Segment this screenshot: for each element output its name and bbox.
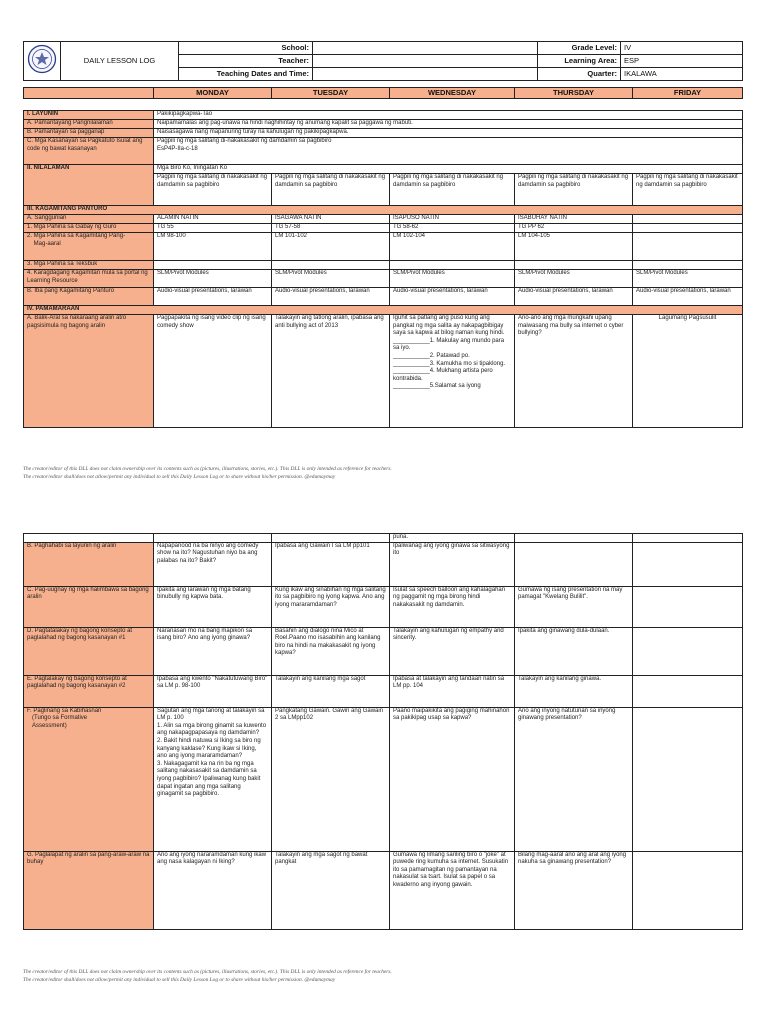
sanggunian-monday: ALAMIN NATIN <box>154 215 272 224</box>
kagamitang-monday: LM 98-100 <box>154 233 272 261</box>
balik-aral-friday: Lagumang Pagsusulit <box>633 315 743 428</box>
day-friday: FRIDAY <box>633 88 743 99</box>
school-field[interactable] <box>313 42 538 55</box>
kasanayan-text: Pagpili ng mga salitang di-nakakasakit ng damdamin sa pagbibiro <box>157 138 332 144</box>
sanggunian-friday <box>633 215 743 224</box>
gabay-friday <box>633 224 743 233</box>
paglinang-friday <box>633 707 743 851</box>
continuation-thursday <box>515 534 633 543</box>
continuation-tuesday <box>272 534 390 543</box>
layunin-heading: I. LAYUNIN <box>24 111 154 120</box>
doc-title: DAILY LESSON LOG <box>61 42 179 81</box>
kasanayan-code: EsP4P-IIa-c-18 <box>157 145 198 152</box>
paglinang-thursday: Ano ang inyong natutunan sa inyong ginawang presentation? <box>515 707 633 851</box>
pagtalakay-2-thursday: Talakayin ang kanilang ginawa. <box>515 675 633 707</box>
deped-seal-logo <box>24 42 61 81</box>
paglinang-label: F. Paglinang sa Kabihasnan (Tungo sa Formative Assessment) <box>24 707 154 851</box>
gabay-monday: TG 55 <box>154 224 272 233</box>
sanggunian-thursday: ISABUHAY NATIN <box>515 215 633 224</box>
footer-disclaimer-1 <box>23 466 743 481</box>
gabay-guro-label: 1. Mga Pahina sa Gabay ng Guro <box>24 224 154 233</box>
kagamitang-wednesday: LM 102-104 <box>390 233 515 261</box>
paglalapat-tuesday: Talakayin ang mga sagot ng bawat pangkat <box>272 851 390 929</box>
grade-level-label: Grade Level: <box>538 42 621 55</box>
continuation-label <box>24 534 154 543</box>
nilalaman-wednesday: Pagpili ng mga salitang di nakakasakit ng damdamin sa pagbibiro <box>390 174 515 206</box>
iba-friday: Audio-visual presentations, larawan <box>633 288 743 306</box>
sanggunian-label: A. Sanggunian <box>24 215 154 224</box>
pagtalakay-2-monday: Ipabasa ang kwento "Nakatutuwang Biro" sa LM p. 98-100 <box>154 675 272 707</box>
pamantayan-pagganap-value: Naisasagawa nang mapanuring turay na kahulugan ng pakikipagkapwa. <box>154 129 743 138</box>
gabay-tuesday: TG 57-58 <box>272 224 390 233</box>
paglalapat-wednesday: Gumawa ng limang sariling biro o "joke" at puwede ring kumuha sa internet. Susukatin ito sa pamamagitan ng pamantayan na nakasulat sa tsart. Isulat sa papel o sa kwaderno ang inyong gawain. <box>390 851 515 929</box>
paglinang-monday: Sagutan ang mga tanong at talakayin sa LM p. 100 1. Alin sa mga birong ginamit sa kuwento ang nakapagpapasaya ng damdamin? 2. Bakit hindi natuwa si Iking sa biro ng kanyang kaklase? Kung ikaw si Iking, ano ang iyong mararamdaman? 3. Nakagagamit ka na rin ba ng mga salitang nakasasakit sa damdamin sa iyong pagbibiro? Ipaliwanag kung bakit dapat ingatan ang mga salitang ginagamit sa pagbibiro. <box>154 707 272 851</box>
karagdagang-thursday: SLM/Pivot Modules <box>515 270 633 288</box>
balik-aral-label: A. Balik-Aral sa nakaraang aralin at/o pagsisimula ng bagong aralin <box>24 315 154 428</box>
paglalapat-thursday: Bilang mag-aaral ano ang aral ang iyong nakuha sa ginawang presentation? <box>515 851 633 929</box>
teksbuk-friday <box>633 261 743 270</box>
pag-uugnay-monday: Ipakita ang larawan ng mga batang binubully ng kapwa bata. <box>154 586 272 627</box>
pag-uugnay-tuesday: Kung ikaw ang sinabihan ng mga salitang ito sa pagbibiro ng iyong kapwa. Ano ang iyong mararamdaman? <box>272 586 390 627</box>
paghahabi-tuesday: Ipabasa ang Gawain I sa LM pp101 <box>272 542 390 586</box>
paglalapat-label: G. Paglalapat ng aralin sa pang-araw-araw na buhay <box>24 851 154 929</box>
header-table <box>23 41 743 81</box>
karagdagang-friday: SLM/Pivot Modules <box>633 270 743 288</box>
continuation-wednesday: puna. <box>390 534 515 543</box>
balik-aral-wednesday: Iguhit sa patlang ang puso kung ang pangkat ng mga salita ay nakapagbibigay saya sa kapwa at bilog naman kung hindi. ___________1. Makulay ang mundo para sa iyo. ___________2. Patawad po. ___________3. Kamukha mo si tipaklong. ___________4. Mukhang artista pero kontrabida. ___________5.Salamat sa iyong <box>390 315 515 428</box>
dates-field[interactable] <box>313 68 538 81</box>
lesson-table-page-2 <box>23 533 743 930</box>
day-header-row <box>23 87 743 99</box>
footer-line-ownership: The creator/editor of this DLL does not claim ownership over its contents such as (pictures, illustrations, stories, etc.). This DLL is only intended as reference for teachers. <box>23 969 392 975</box>
nilalaman-heading: II. NILALAMAN <box>24 165 154 206</box>
paglinang-tuesday: Pangkatang Gawain. Gawin ang Gawain 2 sa LMpp102 <box>272 707 390 851</box>
iba-wednesday: Audio-visual presentations, larawan <box>390 288 515 306</box>
pagtalakay-2-wednesday: Ipabasa at talakayin ang tandaan natin sa LM pp. 104 <box>390 675 515 707</box>
pamantayang-pangnilalaman-label: A. Pamantayang Pangnilalaman <box>24 120 154 129</box>
learning-area-label: Learning Area: <box>538 55 621 68</box>
nilalaman-monday: Pagpili ng mga salitang di nakakasakit ng damdamin sa pagbibiro <box>154 174 272 206</box>
footer-disclaimer-2 <box>23 969 743 984</box>
quarter-value[interactable]: IKALAWA <box>621 68 743 81</box>
lesson-table-page-1 <box>23 110 743 428</box>
karagdagang-tuesday: SLM/Pivot Modules <box>272 270 390 288</box>
footer-line-permission: The creator/editor shall/does not allow/permit any individual to sell this Daily Lesson Log or to share without his/her permission. @edumaymay <box>23 473 336 480</box>
karagdagang-monday: SLM/Pivot Modules <box>154 270 272 288</box>
day-monday: MONDAY <box>154 88 272 99</box>
pagtatalakay-1-label: D. Pagtatalakay ng bagong konsepto at paglalahad ng bagong kasanayan #1 <box>24 627 154 675</box>
gabay-thursday: TG PP 62 <box>515 224 633 233</box>
paghahabi-thursday <box>515 542 633 586</box>
pagtalakay-2-label: E. Pagtalakay ng bagong konsepto at paglalahad ng bagong kasanayan #2 <box>24 675 154 707</box>
iba-monday: Audio-visual presentations, larawan <box>154 288 272 306</box>
pag-uugnay-friday <box>633 586 743 627</box>
karagdagang-kagamitan-label: 4. Karagdagang Kagamitan mula sa portal ng Learning Resource <box>24 270 154 288</box>
balik-aral-thursday: Ano-ano ang mga mungkahi upang maiwasang ma bully sa internet o cyber bullying? <box>515 315 633 428</box>
paghahabi-monday: Napapanood na ba ninyo ang comedy show na ito? Nagustuhan niyo ba ang palabas na ito? Bakit? <box>154 542 272 586</box>
footer-line-ownership: The creator/editor of this DLL does not claim ownership over its contents such as (pictures, illustrations, stories, etc.). This DLL is only intended as reference for teachers. <box>23 466 392 472</box>
pag-uugnay-thursday: Gumawa ng isang presentation na may pamagat "Kwelang Bulilit". <box>515 586 633 627</box>
paghahabi-friday <box>633 542 743 586</box>
teksbuk-thursday <box>515 261 633 270</box>
paghahabi-wednesday: Ipaliwanag ang iyong ginawa sa sitwasyong ito <box>390 542 515 586</box>
pagtatalakay-1-thursday: Ipakita ang ginawang dula-dulaan. <box>515 627 633 675</box>
teksbuk-wednesday <box>390 261 515 270</box>
nilalaman-title: Mga Biro Ko, Iningatan Ko <box>154 165 743 174</box>
continuation-friday <box>633 534 743 543</box>
kagamitang-tuesday: LM 101-102 <box>272 233 390 261</box>
paglinang-wednesday: Paano maipakikita ang pagiging mahinahon sa pakikipag usap sa kapwa? <box>390 707 515 851</box>
day-thursday: THURSDAY <box>515 88 633 99</box>
layunin-value: Pakikipagkapwa-Tao <box>154 111 743 120</box>
nilalaman-tuesday: Pagpili ng mga salitang di nakakasakit ng damdamin sa pagbibiro <box>272 174 390 206</box>
kasanayan-label: C. Mga Kasanayan sa Pagkatuto Isulat ang code ng bawat kasanayan <box>24 138 154 165</box>
paglalapat-friday <box>633 851 743 929</box>
pagtalakay-2-tuesday: Talakayin ang kanilang mga sagot <box>272 675 390 707</box>
pag-uugnay-wednesday: Isulat sa speech balloon ang kahalagahan ng paggamit ng mga birong hindi nakakasakit ng damdamin. <box>390 586 515 627</box>
teksbuk-label: 3. Mga Pahina sa Teksbuk <box>24 261 154 270</box>
day-tuesday: TUESDAY <box>272 88 390 99</box>
gabay-wednesday: TG 58-62 <box>390 224 515 233</box>
pagtatalakay-1-friday <box>633 627 743 675</box>
footer-line-permission: The creator/editor shall/does not allow/permit any individual to sell this Daily Lesson Log or to share without his/her permission. @edumaymay <box>23 976 336 983</box>
kagamitang-mag-aaral-label: 2. Mga Pahina sa Kagamitang Pang- Mag-aaral <box>24 233 154 261</box>
teksbuk-tuesday <box>272 261 390 270</box>
iba-pang-kagamitan-label: B. Iba pang Kagamitang Panturo <box>24 288 154 306</box>
grade-level-value[interactable]: IV <box>621 42 743 55</box>
kagamitang-friday <box>633 233 743 261</box>
kagamitan-heading: III. KAGAMITANG PANTURO <box>24 206 743 215</box>
balik-aral-monday: Pagpapakita ng isang video clip ng isang comedy show <box>154 315 272 428</box>
paglalapat-monday: Ano ang iyong nararamdaman kung ikaw ang nasa kalagayan ni Iking? <box>154 851 272 929</box>
karagdagang-wednesday: SLM/Pivot Modules <box>390 270 515 288</box>
balik-aral-tuesday: Talakayin ang tatlong aralin, ipabasa ang anti bullying act of 2013 <box>272 315 390 428</box>
continuation-monday <box>154 534 272 543</box>
nilalaman-thursday: Pagpili ng mga salitang di nakakasakit ng damdamin sa pagbibiro <box>515 174 633 206</box>
pagtatalakay-1-monday: Naranasan mo na bang mapikon sa isang biro? Ano ang iyong ginawa? <box>154 627 272 675</box>
quarter-label: Quarter: <box>538 68 621 81</box>
teacher-field[interactable] <box>313 55 538 68</box>
kagamitang-thursday: LM 104-105 <box>515 233 633 261</box>
iba-thursday: Audio-visual presentations, larawan <box>515 288 633 306</box>
pag-uugnay-label: C. Pag-uugnay ng mga halimbawa sa bagong aralin <box>24 586 154 627</box>
teacher-label: Teacher: <box>179 55 313 68</box>
sanggunian-wednesday: ISAPUSO NATIN <box>390 215 515 224</box>
dates-label: Teaching Dates and Time: <box>179 68 313 81</box>
paghahabi-label: B. Paghahabi sa layunin ng aralin <box>24 542 154 586</box>
pamamaraan-heading: IV. PAMAMARAAN <box>24 306 743 315</box>
learning-area-value[interactable]: ESP <box>621 55 743 68</box>
pagtatalakay-1-wednesday: Talakayin ang kahulugan ng empathy and sincerity. <box>390 627 515 675</box>
pagtatalakay-1-tuesday: Basahin ang dialogo nina Mico at Roel.Paano mo isasabihin ang kanilang biro na hindi na makakasakit ng iyong kapwa? <box>272 627 390 675</box>
teksbuk-monday <box>154 261 272 270</box>
iba-tuesday: Audio-visual presentations, larawan <box>272 288 390 306</box>
pamantayan-pagganap-label: B. Pamantayan sa pagganap <box>24 129 154 138</box>
sanggunian-tuesday: ISAGAWA NATIN <box>272 215 390 224</box>
nilalaman-friday: Pagpili ng mga salitang di nakakasakit ng damdamin sa pagbibiro <box>633 174 743 206</box>
day-wednesday: WEDNESDAY <box>390 88 515 99</box>
day-header-blank <box>24 88 154 99</box>
school-label: School: <box>179 42 313 55</box>
kasanayan-value <box>154 138 743 165</box>
pamantayang-pangnilalaman-value: Naipamamalas ang pag-unawa na hindi naghihintay ng anumang kapalit sa paggawa ng mabuti. <box>154 120 743 129</box>
pagtalakay-2-friday <box>633 675 743 707</box>
